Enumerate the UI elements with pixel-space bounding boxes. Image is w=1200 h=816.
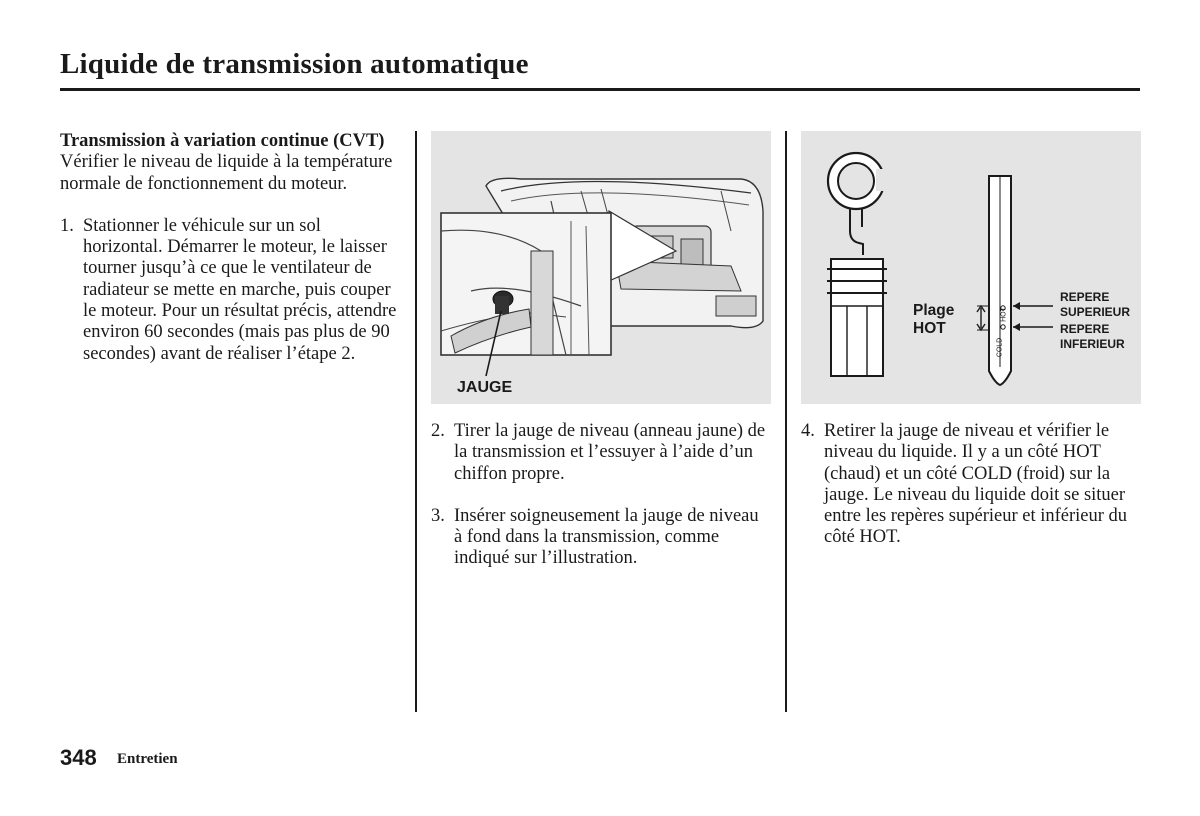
upper-mark-label: REPERE SUPERIEUR (1060, 290, 1131, 319)
dipstick-label: JAUGE (457, 379, 513, 396)
step-number: 2. (431, 421, 445, 441)
column-1 (60, 131, 405, 365)
page-number: 348 (60, 745, 97, 770)
section-heading: Transmission à variation continue (CVT) (60, 131, 385, 151)
column-divider (785, 131, 787, 712)
hot-range-label: Plage HOT (913, 302, 955, 337)
step-number: 4. (801, 421, 815, 441)
step-number: 1. (60, 215, 74, 236)
step-2 (431, 421, 771, 485)
step-text: Tirer la jauge de niveau (anneau jaune) de la transmission et l’essuyer à l’aide d’un chiffon propre. (454, 421, 766, 484)
intro-text: Vérifier le niveau de liquide à la température normale de fonctionnement du moteur. (60, 152, 393, 194)
column-divider (415, 131, 417, 712)
step-1 (60, 216, 405, 365)
title-rule (60, 88, 1140, 91)
step-text: Retirer la jauge de niveau et vérifier le niveau du liquide. Il y a un côté HOT (chaud) et un côté COLD (froid) sur la jauge. Le niveau du liquide doit se situer entre les repères supérieur et inférieur du côté HOT. (824, 421, 1128, 548)
lower-mark-label: REPERE INFERIEUR (1060, 322, 1125, 351)
engine-figure (431, 131, 771, 404)
step-3 (431, 506, 771, 570)
steps-column-3 (801, 421, 1146, 549)
step-text: Insérer soigneusement la jauge de niveau à fond dans la transmission, comme indiqué sur l’illustration. (454, 505, 759, 569)
dipstick-figure (801, 131, 1141, 404)
step-4 (801, 421, 1146, 549)
engine-bay-illustration (431, 131, 771, 404)
page-title: Liquide de transmission automatique (60, 48, 529, 80)
stick-hot-text: HOT (1000, 307, 1008, 322)
section-name: Entretien (117, 751, 178, 767)
dipstick-illustration (801, 131, 1141, 404)
step-text: Stationner le véhicule sur un sol horizontal. Démarrer le moteur, le laisser tourner jusqu’à ce que le ventilateur de radiateur se mette en marche, puis couper le moteur. Pour un résultat précis, attendre environ 60 secondes (mais pas plus de 90 secondes) avant de réaliser l’étape 2. (83, 215, 397, 364)
steps-column-2 (431, 421, 771, 570)
step-number: 3. (431, 505, 445, 526)
stick-cold-text: COLD (996, 337, 1004, 358)
